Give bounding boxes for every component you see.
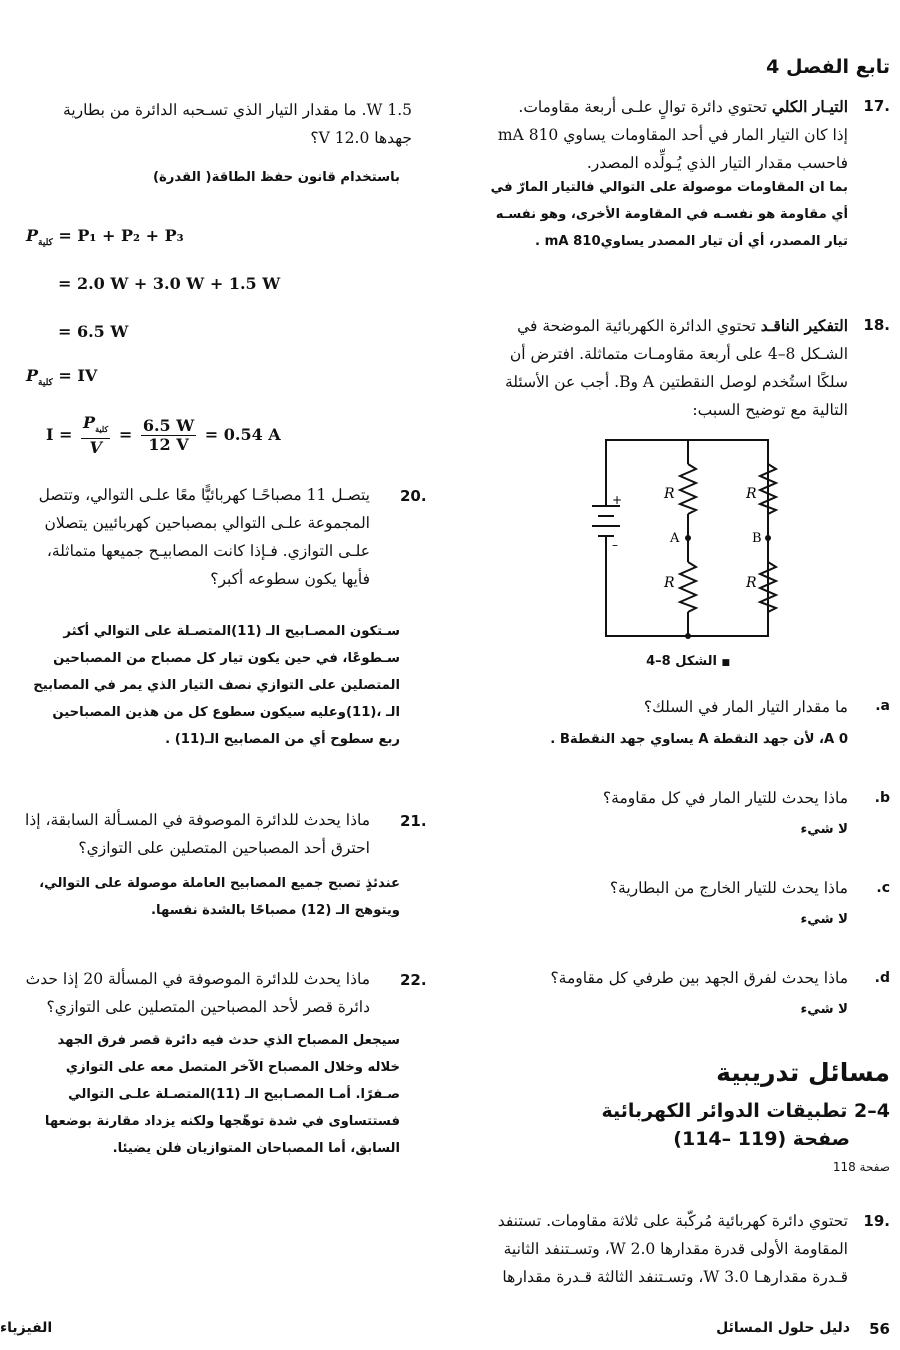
- battery-minus-label: –: [612, 538, 618, 552]
- q21-line-1: ماذا يحدث للدائرة الموصوفة في المسـألة السابقة، إذا: [25, 811, 370, 829]
- q18a-answer: 0 A، لأن جهد النقطة A يساوي جهد النقطةB .: [550, 732, 848, 747]
- q21-number: .21: [400, 812, 427, 830]
- q20-line-4: فأيها يكون سطوعه أكبر؟: [210, 570, 370, 588]
- eq1-rhs: = P₁ + P₂ + P₃: [58, 226, 184, 245]
- q18c-question: ماذا يحدث للتيار الخارج من البطارية؟: [609, 879, 848, 897]
- q22-answer-line-2: خلاله وخلال المصباح الآخر المتصل معه على التوازي: [65, 1060, 400, 1075]
- equation-power-sum: [26, 226, 184, 248]
- q19-cont-line-2: جهدها 12.0 V؟: [310, 129, 412, 147]
- q17-line-2: إذا كان التيار المار في أحد المقاومات يساوي 810 mA: [497, 126, 848, 144]
- chapter-title: تابع الفصل 4: [766, 56, 890, 78]
- subject-name: الفيزياء: [0, 1320, 53, 1336]
- resistor-label-r2: R: [746, 486, 757, 502]
- equation-power-iv: [26, 366, 97, 388]
- practice-heading: مسائل تدريبية: [716, 1058, 890, 1087]
- q21-answer-line-1: عندئذٍ تصبح جميع المصابيح العاملة موصولة على التوالي،: [39, 876, 400, 891]
- equation-power-values: = 2.0 W + 3.0 W + 1.5 W: [58, 274, 281, 293]
- q18b-letter: b.: [874, 790, 890, 806]
- q20-line-3: علـى التوازي. فـإذا كانت المصابيـح جميعها متماثلة،: [46, 542, 370, 560]
- q18-text: [468, 312, 848, 424]
- resistor-middle-top: [680, 464, 696, 514]
- q18c-letter: c.: [876, 880, 890, 896]
- q20-answer-line-5: ربع سطوح أي من المصابيح الـ(11) .: [165, 732, 400, 747]
- point-a-label: A: [670, 531, 680, 546]
- q17-text: [478, 93, 848, 177]
- eq5-result: = 0.54 A: [204, 425, 281, 445]
- practice-pages: صفحة (119 –114): [673, 1128, 850, 1150]
- q19-cont-line-1: 1.5 W. ما مقدار التيار الذي تسـحبه الدائرة من بطارية: [63, 101, 412, 119]
- q17-answer-line-3: تيار المصدر، أي أن تيار المصدر يساويmA 810 .: [534, 234, 848, 249]
- q18-line-3: سلكًا استُخدم لوصل النقطتين A وB. أجب عن الأسئلة: [504, 373, 848, 391]
- q18d-answer: لا شيء: [800, 1002, 848, 1017]
- q20-line-1: يتصـل 11 مصباحًـا كهربائيًّا معًا علـى التوالي، وتتصل: [38, 486, 370, 504]
- q18a-letter: a.: [875, 698, 890, 714]
- eq4-sub: كلية: [38, 378, 53, 389]
- practice-page-ref: صفحة 118: [832, 1160, 890, 1174]
- q17-answer: [468, 174, 848, 255]
- equation-power-total: = 6.5 W: [58, 322, 129, 341]
- eq5-frac-symbolic: [81, 414, 110, 457]
- q22-answer: [0, 1027, 400, 1162]
- q20-line-2: المجموعة علـى التوالي بمصباحين كهربائيين يتصلان: [44, 514, 370, 532]
- q18b-answer: لا شيء: [800, 822, 848, 837]
- point-b-dot: [765, 535, 771, 541]
- q19-line-1: تحتوي دائرة كهربائية مُركّبة على ثلاثة مقاومات. تستنفد: [497, 1212, 848, 1230]
- q19-continuation: [0, 96, 412, 152]
- q17-number: .17: [863, 97, 890, 115]
- q21-text: [0, 806, 370, 862]
- q21-answer-line-2: ويتوهج الـ (12) مصباحًا بالشدة نفسها.: [151, 903, 400, 918]
- figure-caption-text: الشكل 8–4: [646, 654, 717, 669]
- right-column: [460, 0, 890, 1350]
- q18-number: .18: [863, 316, 890, 334]
- q18c-answer: لا شيء: [800, 912, 848, 927]
- battery-plus-label: +: [612, 493, 623, 507]
- eq1-var: P: [26, 226, 39, 245]
- eq5-num: 6.5 W: [142, 416, 195, 436]
- q19-method: باستخدام قانون حفظ الطاقة( القدرة): [152, 170, 400, 185]
- q20-answer-line-2: سـطوعًا، في حين يكون تيار كل مصباح من المصباحين: [53, 651, 400, 666]
- resistor-label-r3: R: [664, 575, 675, 591]
- q22-line-1: ماذا يحدث للدائرة الموصوفة في المسألة 20 إذا حدث: [25, 970, 370, 988]
- eq5-frac-sub: كلية: [95, 424, 109, 435]
- practice-section-title: 4–2 تطبيقات الدوائر الكهربائية: [601, 1100, 890, 1122]
- junction-dot: [685, 633, 691, 639]
- q19-text: [458, 1207, 848, 1291]
- point-a-dot: [685, 535, 691, 541]
- q18a-question: ما مقدار التيار المار في السلك؟: [643, 698, 848, 716]
- figure-caption: ■ الشكل 8–4: [646, 654, 730, 669]
- page-number: 56: [869, 1320, 890, 1338]
- q22-answer-line-1: سيجعل المصباح الذي حدث فيه دائرة قصر فرق الجهد: [57, 1033, 400, 1048]
- q18-line-4: التالية مع توضيح السبب:: [692, 401, 848, 419]
- q21-line-2: احترق أحد المصباحين المتصلين على التوازي؟: [78, 839, 370, 857]
- q22-text: [0, 965, 370, 1021]
- circuit-diagram: [578, 436, 798, 646]
- eq5-frac-p: P: [83, 413, 96, 432]
- resistor-label-r1: R: [664, 486, 675, 502]
- q17-keyword: التيـار الكلي: [771, 97, 848, 116]
- q17-answer-line-2: أي مقاومة هو نفسـه في المقاومة الأخرى، وهو نفسـه: [495, 207, 848, 222]
- q18-keyword: التفكير الناقـد: [760, 316, 848, 335]
- q20-text: [0, 481, 370, 593]
- q20-answer-line-1: سـتكون المصـابيح الـ (11)المتصـلة على التوالي أكثر: [63, 624, 400, 639]
- q19-number: .19: [863, 1212, 890, 1230]
- q18-line-1: تحتوي الدائرة الكهربائية الموضحة في: [517, 317, 756, 335]
- left-column: [0, 0, 427, 1350]
- q22-line-2: دائرة قصر لأحد المصباحين المتصلين على التوازي؟: [46, 998, 370, 1016]
- q17-line-3: فاحسب مقدار التيار الذي يُـولِّده المصدر.: [586, 154, 848, 172]
- eq4-var: P: [26, 366, 39, 385]
- q17-line-1: تحتوي دائرة توالٍ علـى أربعة مقاومات.: [518, 98, 767, 116]
- point-b-label: B: [752, 531, 762, 546]
- eq5-frac-numeric: [141, 417, 196, 454]
- q20-answer: [0, 618, 400, 753]
- resistor-middle-bottom: [680, 562, 696, 612]
- page-footer: [0, 1310, 890, 1350]
- q20-answer-line-3: المتصلين على التوازي نصف التيار الذي يمر في المصابيح: [33, 678, 400, 693]
- q22-answer-line-4: فستتساوى في شدة توهّجها ولكنه يزداد مقارنة بوضعها: [44, 1114, 400, 1129]
- eq4-rhs: = IV: [58, 366, 98, 385]
- eq5-frac-v: V: [89, 438, 102, 458]
- q20-answer-line-4: الـ ،(11)وعليه سيكون سطوع كل من هذين المصباحين: [52, 705, 400, 720]
- eq1-sub: كلية: [38, 238, 53, 249]
- q21-answer: [0, 870, 400, 924]
- eq5-lhs: I =: [46, 425, 73, 445]
- q18b-question: ماذا يحدث للتيار المار في كل مقاومة؟: [602, 789, 848, 807]
- q20-number: .20: [400, 487, 427, 505]
- eq5-den: 12 V: [148, 435, 189, 455]
- equation-current: I = $\frac{P_{كلية}}{V}$ = $\frac{6.5 W}{12 V}$ = 0.54 A: [46, 413, 281, 458]
- q22-number: .22: [400, 971, 427, 989]
- q19-line-3: قـدرة مقدارهـا 3.0 W، وتسـتنفد الثالثة قـدرة مقدارها: [502, 1268, 848, 1286]
- q22-answer-line-5: السابق، أما المصباحان المتوازيان فلن يضيئا.: [112, 1141, 400, 1156]
- q19-line-2: المقاومة الأولى قدرة مقدارها 2.0 W، وتسـتنفد الثانية: [503, 1240, 848, 1258]
- q18-line-2: الشـكل 8–4 على أربعة مقاومـات متماثلة. افترض أن: [509, 345, 848, 363]
- resistor-label-r4: R: [746, 575, 757, 591]
- q22-answer-line-3: صـفرًا. أمـا المصـابيح الـ (11)المتصـلة علـى التوالي: [68, 1087, 400, 1102]
- q17-answer-line-1: بما ان المقاومات موصولة على التوالي فالتيار المارّ في: [490, 180, 848, 195]
- q18d-question: ماذا يحدث لفرق الجهد بين طرفي كل مقاومة؟: [550, 969, 848, 987]
- q18d-letter: d.: [874, 970, 890, 986]
- book-title: دليل حلول المسائل: [716, 1320, 850, 1336]
